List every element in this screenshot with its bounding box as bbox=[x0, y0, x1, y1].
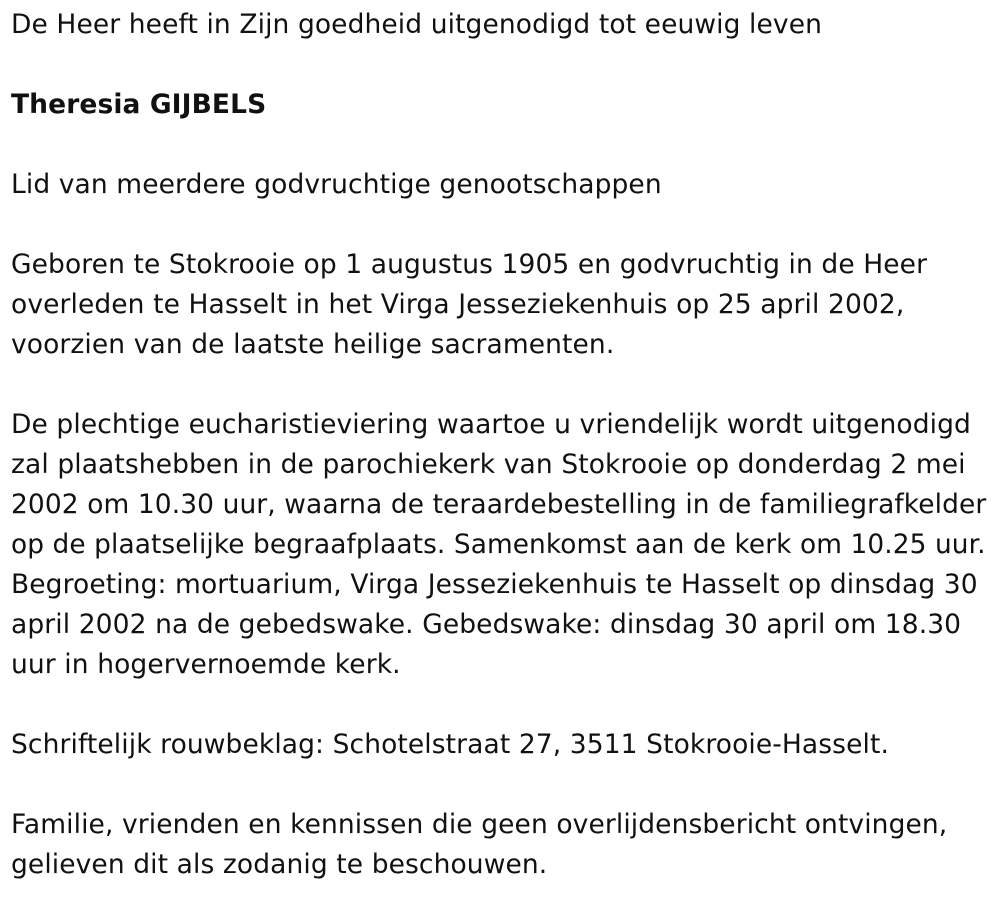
paragraph-line: overleden te Hasselt in het Virga Jesseziekenhuis op 25 april 2002, bbox=[11, 289, 905, 320]
birth-death-paragraph bbox=[11, 245, 996, 365]
membership-line: Lid van meerdere godvruchtige genootschappen bbox=[11, 169, 662, 200]
spacer bbox=[11, 125, 996, 165]
deceased-name: Theresia GIJBELS bbox=[11, 89, 267, 120]
paragraph-line: april 2002 na de gebedswake. Gebedswake: dinsdag 30 april om 18.30 bbox=[11, 609, 962, 640]
ceremony-paragraph bbox=[11, 405, 996, 685]
spacer bbox=[11, 685, 996, 725]
spacer bbox=[11, 45, 996, 85]
obituary-notice bbox=[11, 5, 996, 885]
paragraph-line: zal plaatshebben in de parochiekerk van Stokrooie op donderdag 2 mei bbox=[11, 449, 966, 480]
paragraph-line: voorzien van de laatste heilige sacramenten. bbox=[11, 329, 615, 360]
closing-paragraph bbox=[11, 805, 996, 885]
intro-line: De Heer heeft in Zijn goedheid uitgenodigd tot eeuwig leven bbox=[11, 9, 822, 40]
paragraph-line: De plechtige eucharistieviering waartoe u vriendelijk wordt uitgenodigd bbox=[11, 409, 971, 440]
paragraph-line: gelieven dit als zodanig te beschouwen. bbox=[11, 849, 548, 880]
paragraph-line: Geboren te Stokrooie op 1 augustus 1905 en godvruchtig in de Heer bbox=[11, 249, 928, 280]
paragraph-line: 2002 om 10.30 uur, waarna de teraardebestelling in de familiegrafkelder bbox=[11, 489, 987, 520]
spacer bbox=[11, 365, 996, 405]
paragraph-line: Begroeting: mortuarium, Virga Jesseziekenhuis te Hasselt op dinsdag 30 bbox=[11, 569, 978, 600]
spacer bbox=[11, 205, 996, 245]
paragraph-line: uur in hogervernoemde kerk. bbox=[11, 649, 401, 680]
spacer bbox=[11, 765, 996, 805]
condolence-address: Schriftelijk rouwbeklag: Schotelstraat 27, 3511 Stokrooie-Hasselt. bbox=[11, 729, 889, 760]
paragraph-line: Familie, vrienden en kennissen die geen overlijdensbericht ontvingen, bbox=[11, 809, 948, 840]
paragraph-line: op de plaatselijke begraafplaats. Samenkomst aan de kerk om 10.25 uur. bbox=[11, 529, 986, 560]
